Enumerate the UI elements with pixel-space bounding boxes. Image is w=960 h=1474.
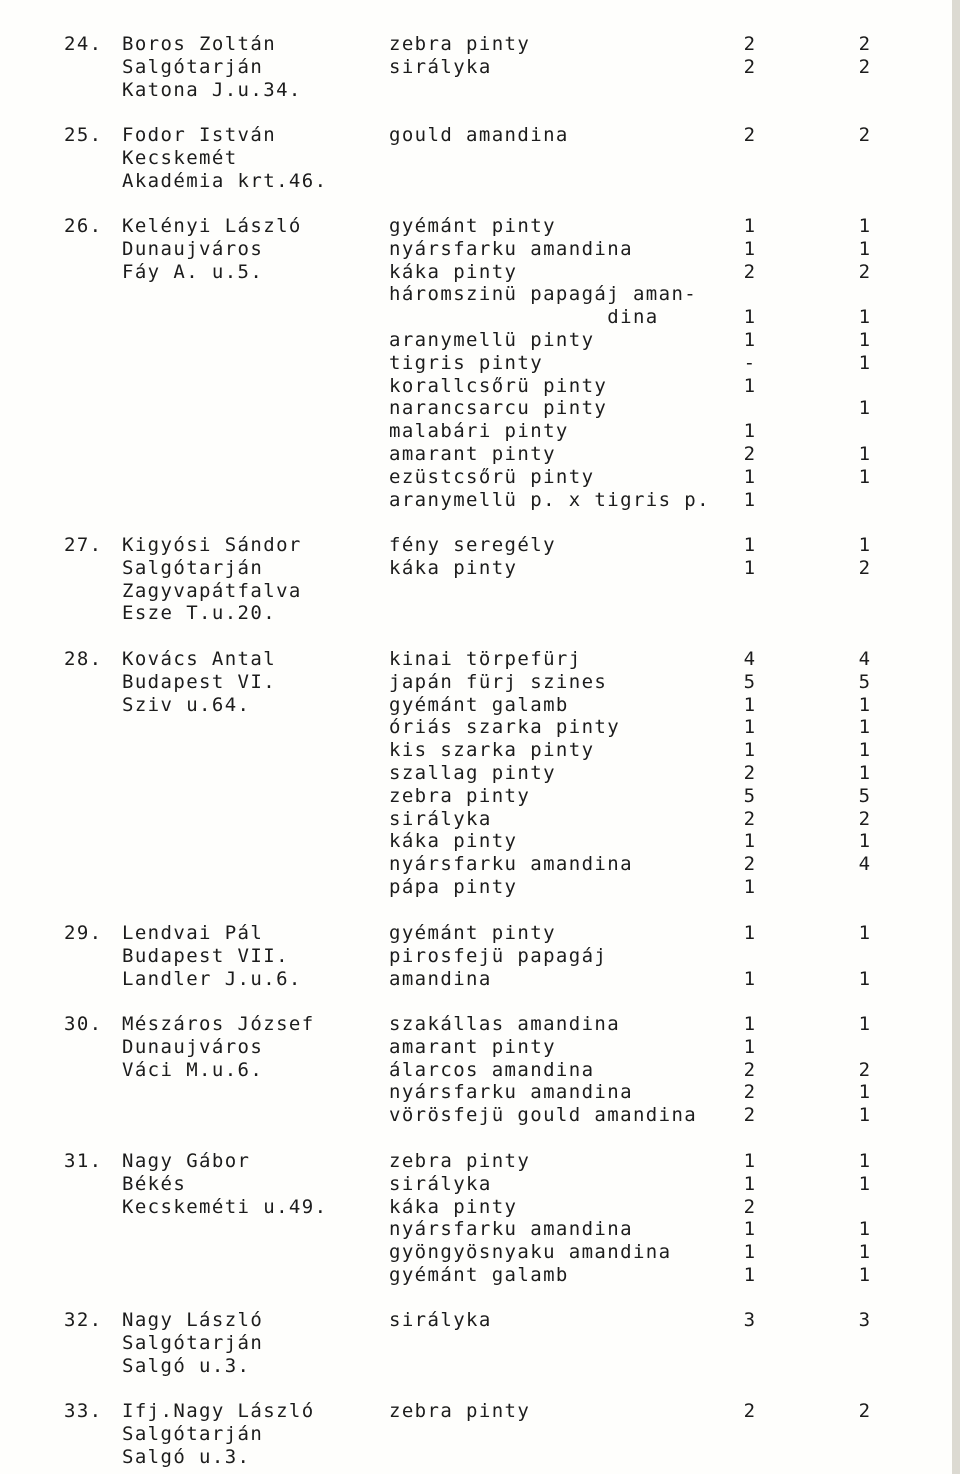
count-col-1: 1 bbox=[743, 716, 757, 739]
count-col-2: 2 bbox=[858, 124, 872, 146]
owner-name: Lendvai Pál bbox=[122, 922, 264, 944]
bird-species: tigris pinty bbox=[389, 351, 544, 374]
count-col-2: 4 bbox=[858, 648, 872, 670]
count-col-2: 1 bbox=[858, 1150, 872, 1172]
bird-species: gyémánt galamb bbox=[389, 693, 569, 716]
count-col-2: 1 bbox=[858, 1218, 872, 1241]
count-col-2: 1 bbox=[858, 1264, 872, 1286]
bird-species: nyársfarku amandina bbox=[389, 237, 633, 260]
bird-species: zebra pinty bbox=[389, 784, 531, 807]
address-line: Landler J.u.6. bbox=[122, 967, 302, 990]
bird-species: korallcsőrü pinty bbox=[389, 374, 608, 397]
count-col-2: 3 bbox=[858, 1309, 872, 1331]
address-line: Budapest VI. bbox=[122, 670, 277, 693]
address-line: Esze T.u.20. bbox=[122, 602, 277, 625]
address-line: Zagyvapátfalva bbox=[122, 579, 302, 602]
owner-name: Ifj.Nagy László bbox=[122, 1400, 315, 1422]
bird-species: gyémánt pinty bbox=[389, 215, 556, 237]
address-line: Salgó u.3. bbox=[122, 1354, 251, 1377]
count-col-1: 2 bbox=[743, 260, 757, 283]
count-col-1: 2 bbox=[743, 1081, 757, 1104]
count-col-1: 1 bbox=[743, 830, 757, 853]
count-col-2: 2 bbox=[858, 55, 872, 78]
bird-species: háromszinü papagáj aman- bbox=[389, 283, 698, 306]
bird-species: kinai törpefürj bbox=[389, 648, 582, 670]
owner-name: Mészáros József bbox=[122, 1013, 315, 1035]
address-line: Békés bbox=[122, 1172, 187, 1195]
bird-species: amarant pinty bbox=[389, 1035, 556, 1058]
count-col-1: 1 bbox=[743, 967, 757, 990]
count-col-1: 1 bbox=[743, 922, 757, 944]
bird-species: sirályka bbox=[389, 1172, 492, 1195]
count-col-1: 1 bbox=[743, 465, 757, 488]
count-col-1: 1 bbox=[743, 1013, 757, 1035]
count-col-1: 1 bbox=[743, 1241, 757, 1264]
address-line: Fáy A. u.5. bbox=[122, 260, 264, 283]
bird-species: amandina bbox=[389, 967, 492, 990]
bird-species: gyémánt pinty bbox=[389, 922, 556, 944]
count-col-2: 1 bbox=[858, 351, 872, 374]
bird-species: óriás szarka pinty bbox=[389, 716, 621, 739]
bird-species: sirályka bbox=[389, 1309, 492, 1331]
bird-species: kis szarka pinty bbox=[389, 739, 595, 762]
count-col-1: 1 bbox=[743, 329, 757, 351]
count-col-2: 1 bbox=[858, 237, 872, 260]
address-line: Katona J.u.34. bbox=[122, 78, 302, 101]
count-col-2: 1 bbox=[858, 443, 872, 465]
address-line: Akadémia krt.46. bbox=[122, 169, 328, 192]
bird-species: káka pinty bbox=[389, 556, 518, 579]
count-col-1: 1 bbox=[743, 1218, 757, 1241]
address-line: Salgó u.3. bbox=[122, 1445, 251, 1468]
bird-species: vörösfejü gould amandina bbox=[389, 1104, 698, 1127]
count-col-2: 4 bbox=[858, 853, 872, 876]
bird-species: nyársfarku amandina bbox=[389, 853, 633, 876]
address-line: Salgótarján bbox=[122, 1331, 264, 1354]
page-edge bbox=[952, 0, 960, 1474]
address-line: Salgótarján bbox=[122, 1422, 264, 1445]
count-col-2: 2 bbox=[858, 1400, 872, 1422]
count-col-2: 2 bbox=[858, 260, 872, 283]
address-line: Sziv u.64. bbox=[122, 693, 251, 716]
count-col-1: 2 bbox=[743, 443, 757, 465]
count-col-1: 2 bbox=[743, 1195, 757, 1218]
count-col-1: 2 bbox=[743, 762, 757, 784]
count-col-2: 1 bbox=[858, 215, 872, 237]
entry-number: 27. bbox=[64, 534, 103, 556]
address-line: Kecskemét bbox=[122, 146, 238, 169]
count-col-2: 1 bbox=[858, 716, 872, 739]
count-col-1: 1 bbox=[743, 693, 757, 716]
bird-species: káka pinty bbox=[389, 1195, 518, 1218]
count-col-1: 1 bbox=[743, 374, 757, 397]
count-col-1: 1 bbox=[743, 1264, 757, 1286]
count-col-2: 1 bbox=[858, 922, 872, 944]
entry-number: 29. bbox=[64, 922, 103, 944]
count-col-1: 2 bbox=[743, 853, 757, 876]
count-col-1: 1 bbox=[743, 739, 757, 762]
count-col-1: 4 bbox=[743, 648, 757, 670]
count-col-1: 2 bbox=[743, 1058, 757, 1081]
owner-name: Boros Zoltán bbox=[122, 33, 277, 55]
address-line: Kecskeméti u.49. bbox=[122, 1195, 328, 1218]
bird-species: amarant pinty bbox=[389, 443, 556, 465]
bird-species: aranymellü pinty bbox=[389, 329, 595, 351]
bird-species: gould amandina bbox=[389, 124, 569, 146]
bird-species: álarcos amandina bbox=[389, 1058, 595, 1081]
count-col-2: 1 bbox=[858, 397, 872, 420]
count-col-2: 1 bbox=[858, 1172, 872, 1195]
bird-species: gyémánt galamb bbox=[389, 1264, 569, 1286]
bird-species: pirosfejü papagáj bbox=[389, 944, 608, 967]
count-col-1: 1 bbox=[743, 534, 757, 556]
count-col-1: 1 bbox=[743, 556, 757, 579]
owner-name: Nagy László bbox=[122, 1309, 264, 1331]
count-col-1: 1 bbox=[743, 306, 757, 329]
bird-species: pápa pinty bbox=[389, 876, 518, 898]
owner-name: Kelényi László bbox=[122, 215, 302, 237]
count-col-1: 2 bbox=[743, 807, 757, 830]
entry-number: 25. bbox=[64, 124, 103, 146]
count-col-2: 1 bbox=[858, 465, 872, 488]
bird-species: káka pinty bbox=[389, 260, 518, 283]
bird-species: nyársfarku amandina bbox=[389, 1218, 633, 1241]
bird-species: káka pinty bbox=[389, 830, 518, 853]
bird-species: sirályka bbox=[389, 807, 492, 830]
owner-name: Nagy Gábor bbox=[122, 1150, 251, 1172]
count-col-1: 1 bbox=[743, 420, 757, 443]
owner-name: Kigyósi Sándor bbox=[122, 534, 302, 556]
count-col-1: 2 bbox=[743, 55, 757, 78]
entry-number: 31. bbox=[64, 1150, 103, 1172]
address-line: Salgótarján bbox=[122, 556, 264, 579]
count-col-1: 5 bbox=[743, 670, 757, 693]
bird-species: zebra pinty bbox=[389, 1150, 531, 1172]
count-col-2: 5 bbox=[858, 784, 872, 807]
bird-species: malabári pinty bbox=[389, 420, 569, 443]
count-col-2: 1 bbox=[858, 967, 872, 990]
owner-name: Fodor István bbox=[122, 124, 277, 146]
entry-number: 26. bbox=[64, 215, 103, 237]
count-col-2: 1 bbox=[858, 534, 872, 556]
count-col-2: 1 bbox=[858, 762, 872, 784]
count-col-1: 5 bbox=[743, 784, 757, 807]
bird-species: zebra pinty bbox=[389, 1400, 531, 1422]
count-col-1: 1 bbox=[743, 876, 757, 898]
count-col-2: 1 bbox=[858, 1241, 872, 1264]
bird-species: sirályka bbox=[389, 55, 492, 78]
entry-number: 33. bbox=[64, 1400, 103, 1422]
count-col-1: 2 bbox=[743, 124, 757, 146]
count-col-1: 1 bbox=[743, 1150, 757, 1172]
count-col-1: 1 bbox=[743, 1035, 757, 1058]
count-col-2: 2 bbox=[858, 1058, 872, 1081]
count-col-2: 1 bbox=[858, 1013, 872, 1035]
owner-name: Kovács Antal bbox=[122, 648, 277, 670]
count-col-2: 1 bbox=[858, 830, 872, 853]
count-col-1: 2 bbox=[743, 33, 757, 55]
address-line: Dunaujváros bbox=[122, 237, 264, 260]
bird-species: szallag pinty bbox=[389, 762, 556, 784]
address-line: Salgótarján bbox=[122, 55, 264, 78]
count-col-1: - bbox=[743, 351, 757, 374]
count-col-1: 1 bbox=[743, 237, 757, 260]
address-line: Váci M.u.6. bbox=[122, 1058, 264, 1081]
entry-number: 30. bbox=[64, 1013, 103, 1035]
count-col-1: 3 bbox=[743, 1309, 757, 1331]
entry-number: 32. bbox=[64, 1309, 103, 1331]
count-col-2: 2 bbox=[858, 33, 872, 55]
bird-species: zebra pinty bbox=[389, 33, 531, 55]
count-col-1: 2 bbox=[743, 1400, 757, 1422]
count-col-2: 1 bbox=[858, 1081, 872, 1104]
bird-species: aranymellü p. x tigris p. bbox=[389, 488, 710, 511]
count-col-1: 1 bbox=[743, 488, 757, 511]
bird-species: japán fürj szines bbox=[389, 670, 608, 693]
entry-number: 24. bbox=[64, 33, 103, 55]
bird-species: narancsarcu pinty bbox=[389, 397, 608, 420]
entry-number: 28. bbox=[64, 648, 103, 670]
bird-species: fény seregély bbox=[389, 534, 556, 556]
count-col-2: 1 bbox=[858, 693, 872, 716]
bird-species: szakállas amandina bbox=[389, 1013, 621, 1035]
count-col-2: 1 bbox=[858, 306, 872, 329]
count-col-2: 5 bbox=[858, 670, 872, 693]
bird-species: dina bbox=[389, 306, 659, 329]
bird-species: nyársfarku amandina bbox=[389, 1081, 633, 1104]
address-line: Dunaujváros bbox=[122, 1035, 264, 1058]
count-col-1: 2 bbox=[743, 1104, 757, 1127]
count-col-2: 1 bbox=[858, 739, 872, 762]
bird-species: ezüstcsőrü pinty bbox=[389, 465, 595, 488]
count-col-2: 2 bbox=[858, 556, 872, 579]
count-col-2: 1 bbox=[858, 329, 872, 351]
bird-species: gyöngyösnyaku amandina bbox=[389, 1241, 672, 1264]
count-col-2: 1 bbox=[858, 1104, 872, 1127]
count-col-1: 1 bbox=[743, 1172, 757, 1195]
address-line: Budapest VII. bbox=[122, 944, 289, 967]
count-col-2: 2 bbox=[858, 807, 872, 830]
count-col-1: 1 bbox=[743, 215, 757, 237]
